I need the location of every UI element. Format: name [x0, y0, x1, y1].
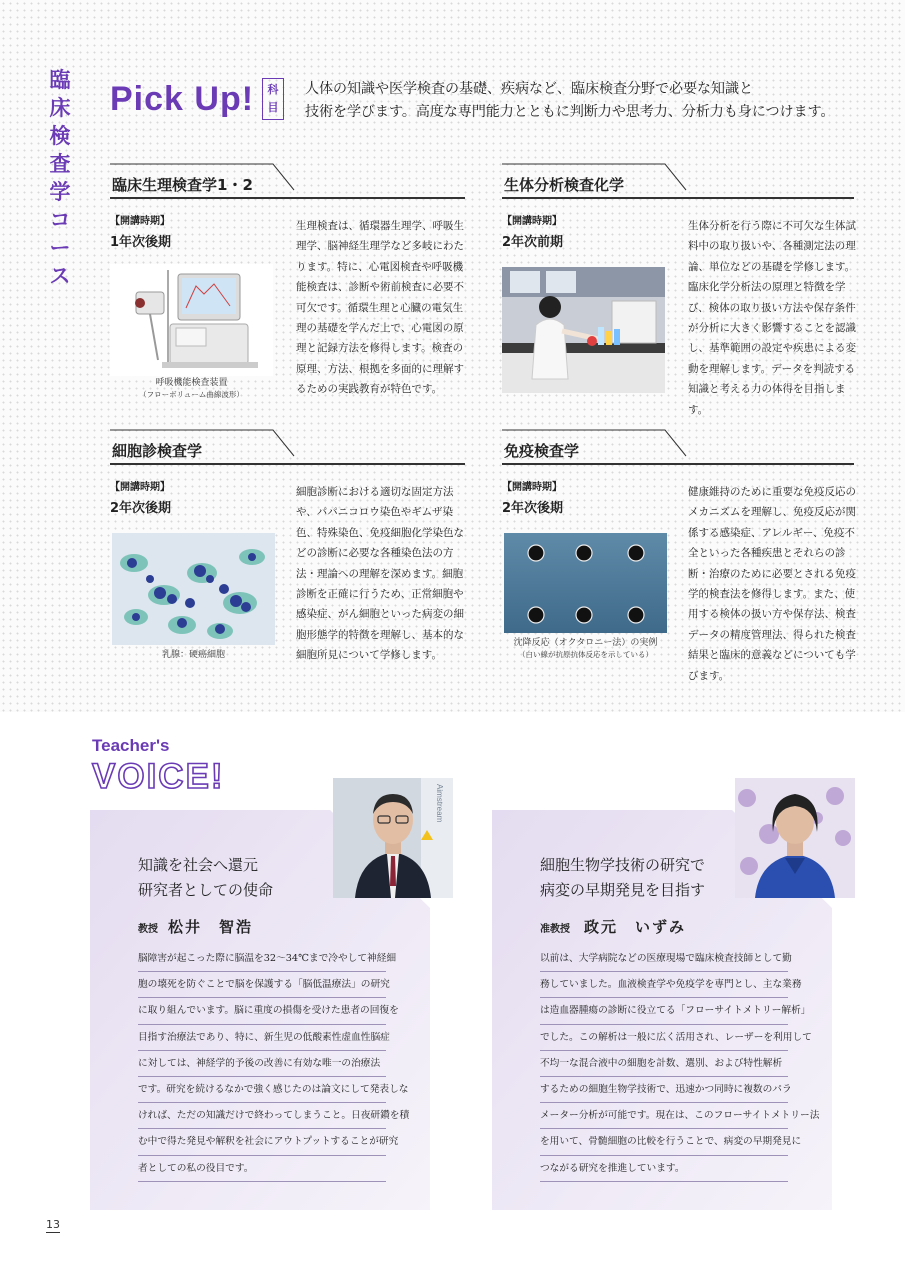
subject-title: 免疫検査学 — [504, 442, 580, 460]
photo-caption: 乳腺：硬癌細胞 — [161, 650, 225, 660]
ouchterlony-photo — [504, 533, 667, 633]
voice-title: VOICE! — [92, 757, 225, 796]
subject-heading — [502, 164, 854, 198]
subject-card — [110, 164, 462, 404]
teacher-photo — [333, 778, 453, 898]
teacher-photo — [735, 778, 855, 898]
period-value: 2年次後期 — [502, 501, 564, 516]
subject-description: 生体分析を行う際に不可欠な生体試料中の取り扱いや、各種測定法の理論、単位などの基礎を学修します。臨床化学分析法の原理と特徴を学び、検体の取り扱い方法や保存条件が分析に大きく影響することを認識し、基準範囲の設定や疾患による変動を理解します。データを判読する知識と考える力の体得を目指します。 — [688, 220, 856, 416]
subject-title: 細胞診検査学 — [112, 442, 203, 460]
period-label: 【開講時期】 — [110, 216, 170, 227]
subject-description: 生理検査は、循環器生理学、呼吸生理学、脳神経生理学など多岐にわたります。特に、心電図検査や呼吸機能検査は、診断や術前検査に必要不可欠です。循環生理と心臓の電気生理の基礎を学んだ上で、心電図の原理と記録方法を修得します。検査の原理、方法、根拠を多面的に理解するための実践教育が特色です。 — [296, 220, 464, 396]
cytology-photo — [112, 533, 275, 645]
teacher-message-title: 細胞生物学技術の研究で 病変の早期発見を目指す — [540, 856, 706, 899]
subject-heading — [110, 430, 462, 464]
period-label: 【開講時期】 — [110, 482, 170, 493]
photo-caption: 呼吸機能検査装置 （フローボリューム曲線波形） — [139, 378, 244, 399]
period-label: 【開講時期】 — [502, 482, 562, 493]
subject-card — [110, 430, 462, 670]
instrument-label: Aimstream — [435, 784, 444, 823]
teachers-label: Teacher's — [92, 736, 170, 755]
period-value: 2年次後期 — [110, 501, 172, 516]
subject-heading — [110, 164, 462, 198]
teacher-card — [492, 810, 832, 1210]
subject-title: 臨床生理検査学1・2 — [112, 176, 253, 194]
subject-badge: 科 目 — [262, 78, 284, 120]
subject-card — [502, 430, 856, 682]
photo-caption: 沈降反応（オクタロニー法）の実例 （白い線が抗原抗体反応を示している） — [513, 638, 658, 659]
lab-photo — [502, 267, 665, 393]
teacher-name: 政元 いずみ — [584, 918, 687, 936]
teacher-message-body: 以前は、大学病院などの医療現場で臨床検査技師として勤 務していました。血液検査学や免疫学を専門とし、主な業務 は造血器腫瘍の診断に役立てる「フローサイトメトリー解析」 でした。この解析は一般に広く活用され、レーザーを利用して 不均一な混合液中の細胞を計数、選別、および特性解析 するための細胞生物学技術で、迅速かつ同時に複数のパラ メーター分析が可能です。現在は、このフローサイトメトリー法 を用いて、骨髄細胞の比較を行うことで、病変の早期発見に つながる研究を推進しています。 — [540, 946, 788, 1182]
subject-heading — [502, 430, 854, 464]
teacher-name: 松井 智浩 — [168, 918, 254, 936]
teacher-role: 教授 — [138, 924, 158, 935]
spirometer-photo — [110, 264, 273, 376]
course-name-vertical: 臨 床 検 査 学 コ ー ス — [49, 68, 71, 288]
subject-description: 健康維持のために重要な免疫反応のメカニズムを理解し、免疫反応が関係する感染症、アレルギー、免疫不全といった各種疾患とそれらの診断・治療のために必要とされる免疫学的検査法を修得します。また、使用する検体の扱い方や保存法、検査データの精度管理法、得られた検査結果と臨床的意義などについても学びます。 — [688, 486, 856, 682]
teacher-role: 准教授 — [540, 924, 570, 935]
pickup-lead: 人体の知識や医学検査の基礎、疾病など、臨床検査分野で必要な知識と 技術を学びます。高度な専門能力とともに判断力や思考力、分析力も身につけます。 — [305, 81, 835, 120]
teacher-message-title: 知識を社会へ還元 研究者としての使命 — [138, 856, 274, 899]
teacher-card — [90, 784, 444, 1210]
page-number: 13 — [46, 1218, 60, 1231]
subject-card — [502, 164, 856, 416]
teacher-message-body: 脳障害が起こった際に脳温を32〜34℃まで冷やして神経細 胞の壊死を防ぐことで脳を保護する「脳低温療法」の研究 に取り組んでいます。脳に重度の損傷を受けた患者の回復を 目指す治療法であり、特に、新生児の低酸素性虚血性脳症 に対しては、神経学的予後の改善に有効な唯一の治療法 です。研究を続けるなかで強く感じたのは論文にして発表しな ければ、ただの知識だけで終わってしまうこと。日夜研鑽を積 む中で得た発見や解釈を社会にアウトプットすることが研究 者としての私の役目です。 — [138, 946, 386, 1182]
period-value: 1年次後期 — [110, 235, 172, 250]
subject-title: 生体分析検査化学 — [504, 176, 625, 194]
pickup-title: Pick Up! — [110, 80, 255, 118]
subject-description: 細胞診断における適切な固定方法や、パパニコロウ染色やギムザ染色、特殊染色、免疫細胞化学染色などの診断に必要な各種染色法の方法・理論への理解を深めます。細胞診断を正確に行うため、正常細胞や感染症、がん細胞といった病変の細胞形態学的特徴を理解し、基本的な細胞所見について学修します。 — [296, 486, 464, 662]
period-label: 【開講時期】 — [502, 216, 562, 227]
period-value: 2年次前期 — [502, 235, 564, 250]
